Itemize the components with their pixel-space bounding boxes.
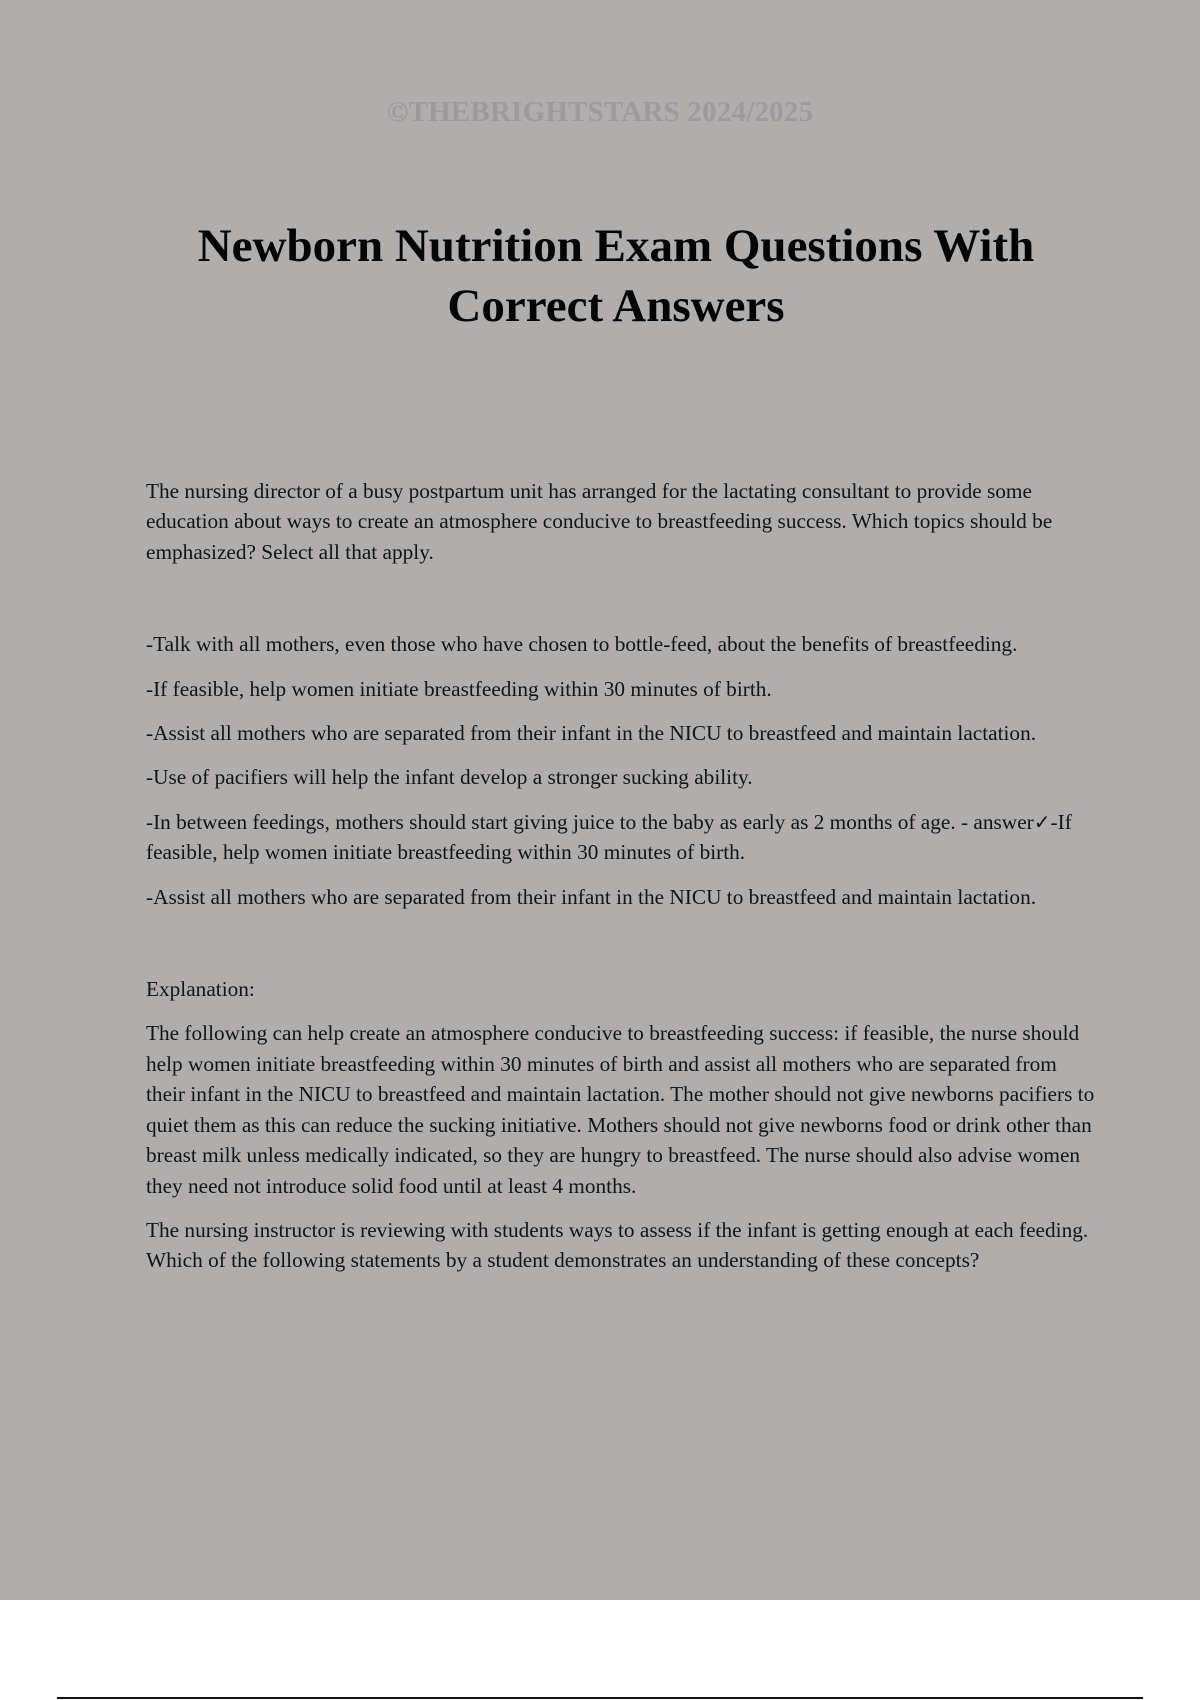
answer-continued: -Assist all mothers who are separated from their infant in the NICU to breastfeed and maintain lactation. <box>146 884 1037 909</box>
document-body <box>146 476 1096 1276</box>
page-title: Newborn Nutrition Exam Questions With Correct Answers <box>197 220 1035 332</box>
watermark: ©THEBRIGHTSTARS 2024/2025 <box>386 96 814 128</box>
question-text: The nursing director of a busy postpartum unit has arranged for the lactating consultant to provide some education about ways to create an atmosphere conducive to breastfeeding success. Which topics should be emphasized? Select all that apply. <box>146 479 1053 564</box>
option-5-with-answer <box>146 807 1096 868</box>
check-icon: ✓ <box>1033 809 1051 834</box>
option-3: -Assist all mothers who are separated from their infant in the NICU to breastfeed and maintain lactation. <box>146 721 1037 746</box>
explanation-label: Explanation: <box>146 977 255 1002</box>
footer-divider <box>57 1697 1143 1699</box>
next-question-text: The nursing instructor is reviewing with students ways to assess if the infant is getting enough at each feeding. Which of the following statements by a student demonstrates an understanding of these concepts? <box>146 1217 1089 1273</box>
option-4: -Use of pacifiers will help the infant develop a stronger sucking ability. <box>146 765 753 790</box>
option-1: -Talk with all mothers, even those who have chosen to bottle-feed, about the benefits of breastfeeding. <box>146 632 1018 657</box>
answer-text: -If feasible, help women initiate breastfeeding within 30 minutes of birth. <box>146 809 1072 865</box>
explanation-text: The following can help create an atmosphere conducive to breastfeeding success: if feasible, the nurse should help women initiate breastfeeding within 30 minutes of birth and assist all mothers who are separated from their infant in the NICU to breastfeed and maintain lactation. The mother should not give newborns pacifiers to quiet them as this can reduce the sucking initiative. Mothers should not give newborns food or drink other than breast milk unless medically indicated, so they are hungry to breastfeed. The nurse should also advise women they need not introduce solid food until at least 4 months. <box>146 1021 1095 1198</box>
answer-label: answer <box>973 809 1034 834</box>
option-2: -If feasible, help women initiate breastfeeding within 30 minutes of birth. <box>146 676 772 701</box>
option-5-text: -In between feedings, mothers should start giving juice to the baby as early as 2 months of age. - <box>146 809 969 834</box>
